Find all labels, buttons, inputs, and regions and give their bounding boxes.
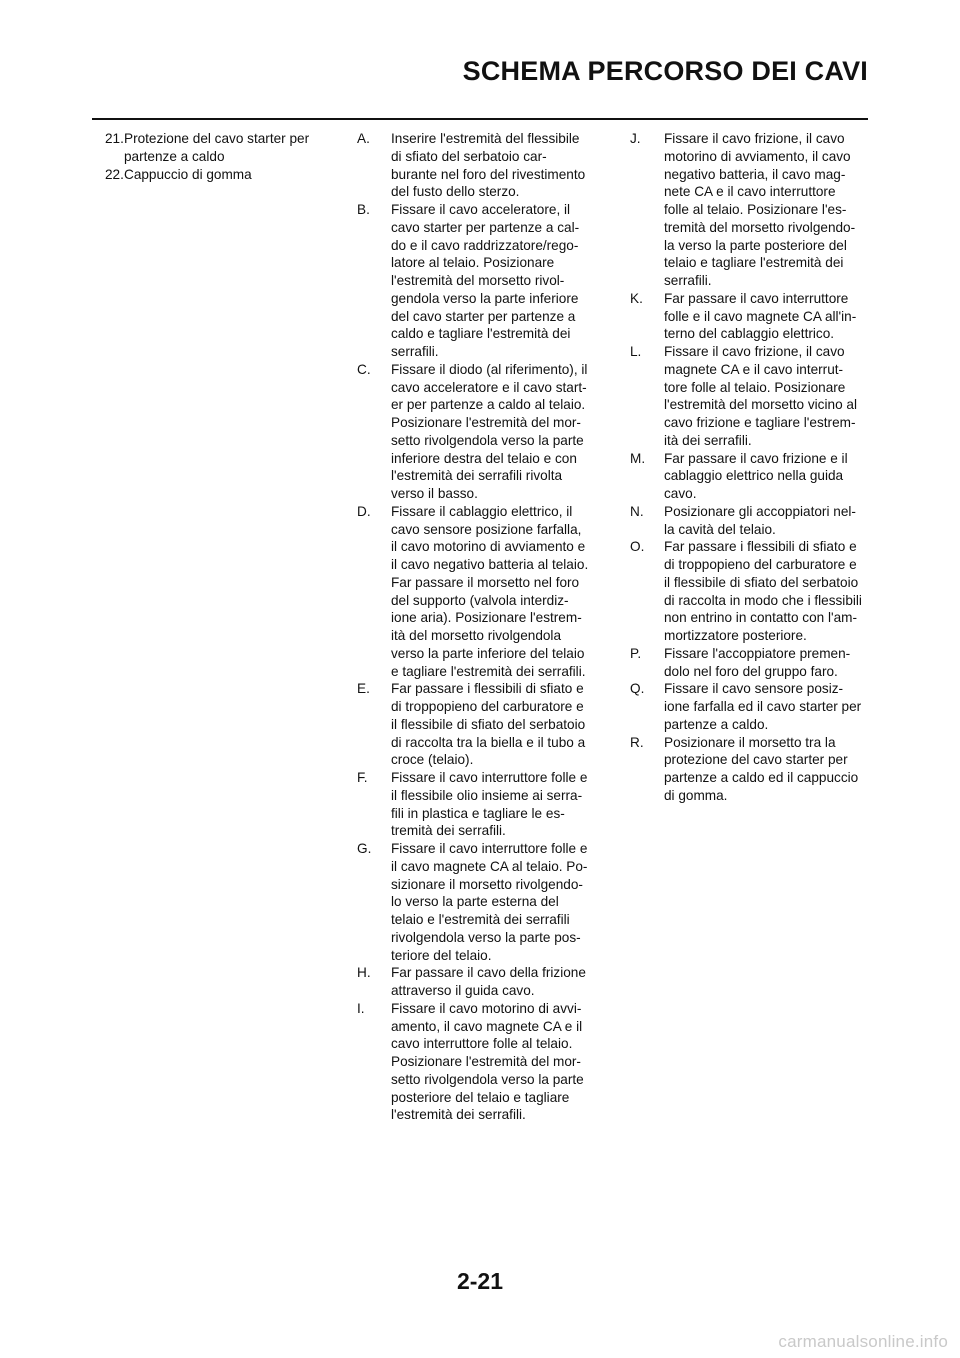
legend-item-line: rivolgendola verso la parte pos-: [391, 929, 581, 945]
legend-item-line: folle e il cavo magnete CA all'in-: [664, 308, 857, 324]
legend-item-line: telaio e l'estremità dei serrafili: [391, 912, 570, 927]
legend-item-line: Fissare il cavo frizione, il cavo: [664, 131, 845, 146]
legend-item-line: Posizionare l'estremità del mor-: [391, 1054, 581, 1069]
legend-item-label: N.: [630, 503, 644, 519]
legend-item-line: do e il cavo raddrizzatore/rego-: [391, 237, 579, 253]
legend-item-line: il flessibile di sfiato del serbatoio: [664, 574, 859, 590]
legend-item-line: serrafili.: [391, 344, 439, 359]
legend-item-line: Far passare il cavo della frizione: [391, 965, 586, 981]
legend-item: [105, 130, 330, 166]
legend-item-line: Inserire l'estremità del flessibile: [391, 131, 580, 146]
legend-item-line: l'estremità dei serrafili.: [391, 1107, 526, 1123]
legend-item-text: [664, 450, 875, 503]
legend-item-line: Far passare i flessibili di sfiato e: [391, 681, 584, 697]
legend-item-text: [391, 361, 603, 503]
legend-item-line: il cavo motorino di avviamento e: [391, 539, 586, 555]
legend-item: [105, 166, 330, 184]
legend-item-line: il cavo negativo batteria al telaio.: [391, 557, 589, 572]
legend-item-label: H.: [357, 965, 371, 981]
legend-item-line: cavo acceleratore e il cavo start-: [391, 379, 587, 395]
legend-item-text: [391, 1000, 603, 1124]
legend-item-line: cavo sensore posizione farfalla,: [391, 521, 582, 537]
legend-item-line: verso il basso.: [391, 486, 478, 501]
legend-item-line: Fissare il cavo interruttore folle e: [391, 841, 588, 856]
legend-item-line: er per partenze a caldo al telaio.: [391, 397, 586, 413]
legend-item-line: Far passare il cavo frizione e il: [664, 450, 848, 466]
legend-item-line: ione farfalla ed il cavo starter per: [664, 699, 862, 714]
legend-item-line: Posizionare gli accoppiatori nel-: [664, 503, 856, 519]
legend-column-letters-a-i: [357, 130, 603, 1124]
legend-item-label: 21.: [105, 131, 124, 146]
legend-item-line: burante nel foro del rivestimento: [391, 166, 586, 182]
legend-item-line: ità dei serrafili.: [664, 432, 752, 448]
legend-item-line: la cavità del telaio.: [664, 521, 776, 537]
legend-item-text: [664, 343, 875, 450]
legend-item-label: Q.: [630, 681, 645, 697]
legend-item-line: setto rivolgendola verso la parte: [391, 1071, 584, 1087]
legend-item-text: [391, 201, 603, 361]
legend-item: [630, 130, 875, 290]
legend-item-line: terno del cablaggio elettrico.: [664, 326, 835, 342]
legend-item-text: [664, 645, 875, 681]
legend-item-label: 22.: [105, 166, 124, 182]
legend-item-line: di raccolta in modo che i flessibili: [664, 592, 862, 608]
watermark: carmanualsonline.info: [778, 1332, 948, 1351]
legend-item: [630, 645, 875, 681]
legend-item-label: J.: [630, 131, 641, 146]
legend-item: [630, 538, 875, 645]
legend-item-line: latore al telaio. Posizionare: [391, 255, 555, 271]
legend-item-line: partenze a caldo.: [664, 716, 769, 732]
legend-item: [357, 361, 603, 503]
legend-item-text: [391, 840, 603, 964]
legend-item: [357, 201, 603, 361]
legend-item-line: partenze a caldo ed il cappuccio: [664, 770, 859, 785]
legend-item-label: F.: [357, 770, 368, 785]
legend-column-letters-j-r: [630, 130, 875, 805]
legend-item-line: l'estremità del morsetto vicino al: [664, 397, 857, 413]
legend-item-line: folle al telaio. Posizionare l'es-: [664, 202, 847, 217]
legend-item-line: Fissare il cavo interruttore folle e: [391, 770, 588, 785]
legend-item-text: [664, 734, 875, 805]
legend-item-line: Fissare il cavo motorino di avvi-: [391, 1000, 582, 1016]
legend-item: [357, 503, 603, 681]
legend-item-line: cablaggio elettrico nella guida: [664, 468, 844, 484]
legend-item-text: [391, 680, 603, 769]
legend-item-line: il flessibile olio insieme ai serra-: [391, 787, 583, 803]
legend-item-line: negativo batteria, il cavo mag-: [664, 166, 846, 182]
legend-item-line: Fissare il cavo frizione, il cavo: [664, 344, 845, 359]
legend-item-line: cavo frizione e tagliare l'estrem-: [664, 415, 856, 430]
legend-item-text: [391, 964, 603, 1000]
legend-item-line: dolo nel foro del gruppo faro.: [664, 663, 838, 679]
legend-item-line: Far passare i flessibili di sfiato e: [664, 539, 857, 555]
legend-item-line: l'estremità dei serrafili rivolta: [391, 468, 563, 484]
legend-item-label: C.: [357, 361, 371, 377]
legend-item-line: tremità dei serrafili.: [391, 823, 506, 839]
legend-item-line: magnete CA e il cavo interrut-: [664, 361, 844, 377]
legend-item: [357, 130, 603, 201]
legend-item-line: Fissare l'accoppiatore premen-: [664, 645, 851, 661]
legend-item-text: [664, 503, 875, 539]
legend-item-line: il cavo magnete CA al telaio. Po-: [391, 858, 588, 874]
legend-item-line: Posizionare l'estremità del mor-: [391, 415, 581, 430]
legend-item: [357, 769, 603, 840]
legend-item-line: di sfiato del serbatoio car-: [391, 148, 547, 164]
legend-item: [357, 1000, 603, 1124]
legend-item-text: [391, 503, 603, 681]
legend-item: [630, 290, 875, 343]
legend-item-label: O.: [630, 539, 645, 555]
legend-item-line: motorino di avviamento, il cavo: [664, 148, 851, 164]
legend-item-text: [391, 769, 603, 840]
legend-item: [630, 734, 875, 805]
legend-item-line: croce (telaio).: [391, 752, 474, 768]
legend-item-line: del cavo starter per partenze a: [391, 308, 576, 324]
legend-item-line: cavo starter per partenze a cal-: [391, 219, 580, 235]
legend-item-line: amento, il cavo magnete CA e il: [391, 1018, 583, 1034]
legend-item-label: P.: [630, 645, 642, 661]
page-title: SCHEMA PERCORSO DEI CAVI: [462, 56, 868, 86]
legend-item-line: mortizzatore posteriore.: [664, 628, 807, 643]
legend-item-label: M.: [630, 450, 646, 466]
legend-item-line: del fusto dello sterzo.: [391, 184, 520, 200]
legend-item-line: Cappuccio di gomma: [124, 166, 252, 182]
legend-item-label: D.: [357, 503, 371, 519]
legend-item-line: attraverso il guida cavo.: [391, 983, 535, 998]
legend-item: [357, 840, 603, 964]
legend-item-label: I.: [357, 1000, 365, 1016]
legend-column-numbers: [105, 130, 330, 183]
legend-item-line: partenze a caldo: [124, 148, 225, 164]
legend-item: [630, 503, 875, 539]
legend-item-line: protezione del cavo starter per: [664, 752, 848, 768]
legend-item-line: fili in plastica e tagliare le es-: [391, 805, 565, 821]
legend-item-line: gendola verso la parte inferiore: [391, 290, 579, 306]
legend-item-line: sizionare il morsetto rivolgendo-: [391, 876, 583, 892]
legend-item-label: R.: [630, 734, 644, 750]
legend-item-line: teriore del telaio.: [391, 947, 492, 963]
legend-item: [357, 964, 603, 1000]
legend-item-line: di troppopieno del carburatore e: [391, 699, 584, 714]
legend-item-line: Far passare il morsetto nel foro: [391, 574, 580, 590]
legend-item-line: Far passare il cavo interruttore: [664, 290, 849, 306]
legend-item-line: tremità del morsetto rivolgendo-: [664, 219, 856, 235]
legend-item-line: posteriore del telaio e tagliare: [391, 1089, 570, 1105]
page-number: 2-21: [456, 1268, 504, 1294]
legend-item-line: di raccolta tra la biella e il tubo a: [391, 734, 586, 750]
legend-item-line: ità del morsetto rivolgendola: [391, 628, 562, 643]
legend-item-line: Fissare il cavo sensore posiz-: [664, 681, 844, 697]
legend-item-label: L.: [630, 344, 642, 359]
legend-item-line: tore folle al telaio. Posizionare: [664, 379, 846, 395]
legend-item-line: cavo interruttore folle al telaio.: [391, 1036, 573, 1052]
legend-item: [357, 680, 603, 769]
legend-item-label: A.: [357, 131, 370, 146]
legend-item-text: [664, 130, 875, 290]
legend-item-line: caldo e tagliare l'estremità dei: [391, 326, 571, 342]
legend-item-line: del supporto (valvola interdiz-: [391, 592, 569, 608]
legend-item: [630, 343, 875, 450]
legend-item-text: [124, 166, 330, 184]
legend-item-line: la verso la parte posteriore del: [664, 237, 847, 253]
legend-item-line: verso la parte inferiore del telaio: [391, 645, 585, 661]
legend-item-line: non entrino in contatto con l'am-: [664, 610, 858, 626]
legend-item-line: inferiore destra del telaio e con: [391, 450, 577, 466]
legend-item-line: di gomma.: [664, 787, 728, 803]
legend-item-line: l'estremità del morsetto rivol-: [391, 273, 565, 288]
legend-item: [630, 680, 875, 733]
legend-item-label: E.: [357, 681, 370, 697]
legend-item-line: lo verso la parte esterna del: [391, 894, 559, 910]
legend-item-line: setto rivolgendola verso la parte: [391, 432, 584, 448]
legend-item-text: [124, 130, 330, 166]
legend-item-text: [391, 130, 603, 201]
legend-item-line: Fissare il cablaggio elettrico, il: [391, 503, 573, 519]
legend-item-line: Posizionare il morsetto tra la: [664, 734, 836, 750]
legend-item-line: di troppopieno del carburatore e: [664, 557, 857, 572]
legend-item-line: il flessibile di sfiato del serbatoio: [391, 716, 586, 732]
title-rule: [92, 118, 868, 120]
legend-item-label: G.: [357, 841, 372, 856]
legend-item-line: telaio e tagliare l'estremità dei: [664, 255, 844, 271]
legend-item-text: [664, 680, 875, 733]
legend-item-line: ione aria). Posizionare l'estrem-: [391, 610, 582, 626]
legend-item-label: B.: [357, 202, 370, 217]
legend-item: [630, 450, 875, 503]
legend-item-line: Fissare il cavo acceleratore, il: [391, 202, 571, 217]
legend-item-line: cavo.: [664, 486, 697, 501]
legend-item-label: K.: [630, 290, 643, 306]
legend-item-text: [664, 290, 875, 343]
legend-item-text: [664, 538, 875, 645]
legend-item-line: Protezione del cavo starter per: [124, 131, 310, 146]
legend-item-line: serrafili.: [664, 273, 712, 288]
legend-item-line: nete CA e il cavo interruttore: [664, 184, 836, 200]
legend-item-line: Fissare il diodo (al riferimento), il: [391, 361, 588, 377]
legend-item-line: e tagliare l'estremità dei serrafili.: [391, 663, 586, 679]
